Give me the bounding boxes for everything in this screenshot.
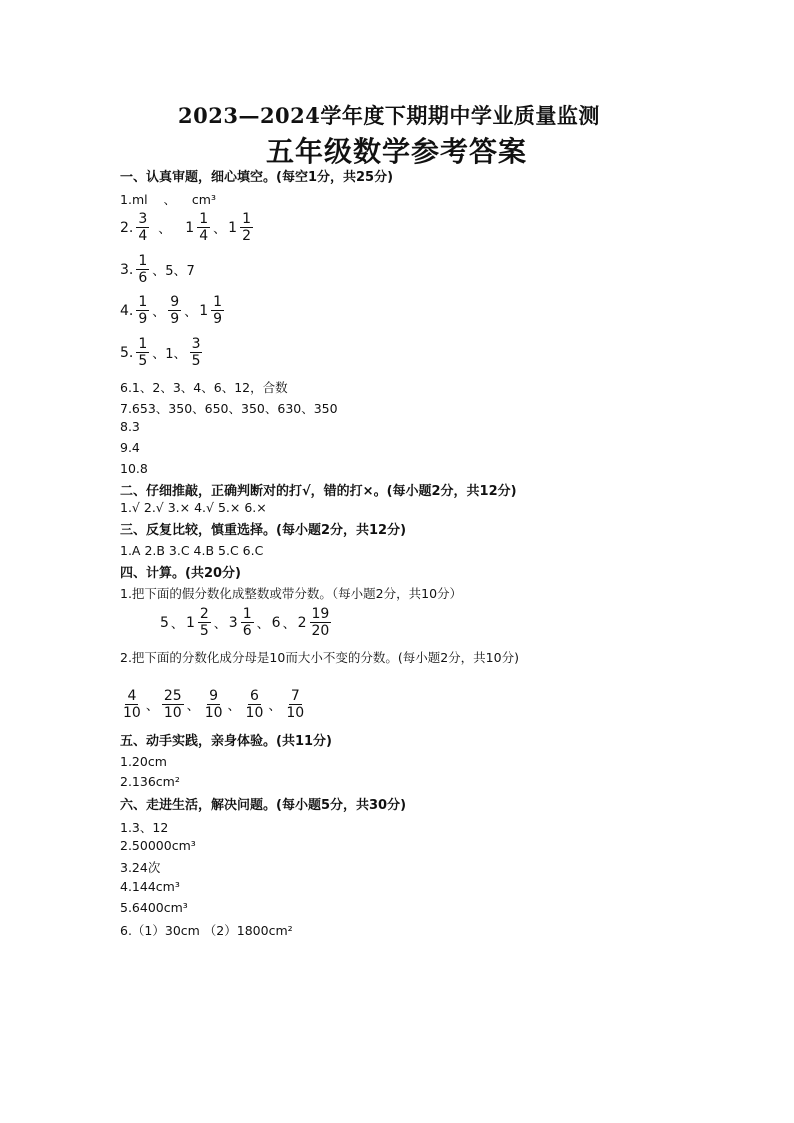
answer-6-1: 1.3、12 (120, 820, 169, 835)
answer-6-3: 3.24次 (120, 860, 161, 875)
fraction: $\frac{9}{10}$ (204, 688, 223, 721)
answer-6-5: 5.6400cm³ (120, 900, 188, 915)
fraction: $\frac{3}{4}$ (138, 211, 148, 244)
fraction: $\frac{1}{2}$ (242, 211, 251, 244)
section4-part1: 1.把下面的假分数化成整数或带分数。（每小题2分，共10分） (120, 586, 463, 601)
answer-5-2: 2.136cm² (120, 774, 180, 789)
answer-6-6: 6.（1）30cm （2）1800cm² (120, 923, 293, 938)
fraction: $\frac{2}{5}$ (199, 606, 209, 639)
fraction: $\frac{1}{9}$ (213, 294, 223, 327)
fraction: $\frac{1}{6}$ (242, 606, 252, 639)
answer-5-1: 1.20cm (120, 754, 167, 769)
answer-6-4: 4.144cm³ (120, 879, 180, 894)
section2-answers: 1.√ 2.√ 3.× 4.√ 5.× 6.× (120, 500, 267, 515)
answer-1-9: 9.4 (120, 440, 140, 455)
section4-part2-answers: $\frac{4}{10}$ 、 $\frac{25}{10}$ 、 $\frac{9}{10}$ 、 $\frac{6}{10}$ 、 $\frac{7}{10}$ (123, 688, 305, 721)
fraction: $\frac{6}{10}$ (245, 688, 264, 721)
section5-heading: 五、动手实践，亲身体验。(共11分) (120, 734, 332, 749)
section3-answers: 1.A 2.B 3.C 4.B 5.C 6.C (120, 543, 264, 558)
page-title: 2023—2024学年度下期期中学业质量监测 (178, 103, 600, 128)
section2-heading: 二、仔细推敲，正确判断对的打√，错的打×。(每小题2分，共12分) (120, 484, 517, 499)
answer-1-5: 5. $\frac{1}{5}$ 、1、 $\frac{3}{5}$ (120, 336, 201, 369)
fraction: $\frac{1}{6}$ (138, 253, 148, 286)
section1-heading: 一、认真审题，细心填空。(每空1分，共25分) (120, 170, 394, 185)
fraction: $\frac{1}{9}$ (138, 294, 148, 327)
answer-1-8: 8.3 (120, 419, 140, 434)
answer-1-4: 4. $\frac{1}{9}$ 、 $\frac{9}{9}$ 、 1 $\frac{1}{9}$ (120, 294, 223, 327)
fraction: $\frac{7}{10}$ (286, 688, 305, 721)
fraction: $\frac{1}{4}$ (199, 211, 209, 244)
section4-heading: 四、计算。(共20分) (120, 566, 241, 581)
answer-1-1: 1.ml 、 cm³ (120, 192, 216, 207)
answer-1-7: 7.653、350、650、350、630、350 (120, 401, 338, 416)
section3-heading: 三、反复比较，慎重选择。(每小题2分，共12分) (120, 523, 407, 538)
section6-heading: 六、走进生活，解决问题。(每小题5分，共30分) (120, 798, 407, 813)
answer-1-6: 6.1、2、3、4、6、12，合数 (120, 380, 288, 395)
answer-1-3: 3. $\frac{1}{6}$ 、5、7 (120, 253, 195, 286)
answer-1-2: 2. $\frac{3}{4}$ 、 1 $\frac{1}{4}$ 、 1 $\frac{1}{2}$ (120, 211, 251, 244)
answer-6-2: 2.50000cm³ (120, 838, 196, 853)
fraction: $\frac{25}{10}$ (163, 688, 182, 721)
answer-1-10: 10.8 (120, 461, 148, 476)
fraction: $\frac{19}{20}$ (311, 606, 330, 639)
fraction: $\frac{3}{5}$ (191, 336, 201, 369)
section4-part2: 2.把下面的分数化成分母是10而大小不变的分数。(每小题2分，共10分) (120, 650, 519, 665)
fraction: $\frac{9}{9}$ (170, 294, 180, 327)
page-subtitle: 五年级数学参考答案 (266, 135, 528, 168)
fraction: $\frac{4}{10}$ (123, 688, 141, 721)
fraction: $\frac{1}{5}$ (138, 336, 148, 369)
section4-part1-answers: 5 、 1 $\frac{2}{5}$ 、 3 $\frac{1}{6}$ 、 6 、 2 $\frac{19}{20}$ (160, 606, 330, 639)
